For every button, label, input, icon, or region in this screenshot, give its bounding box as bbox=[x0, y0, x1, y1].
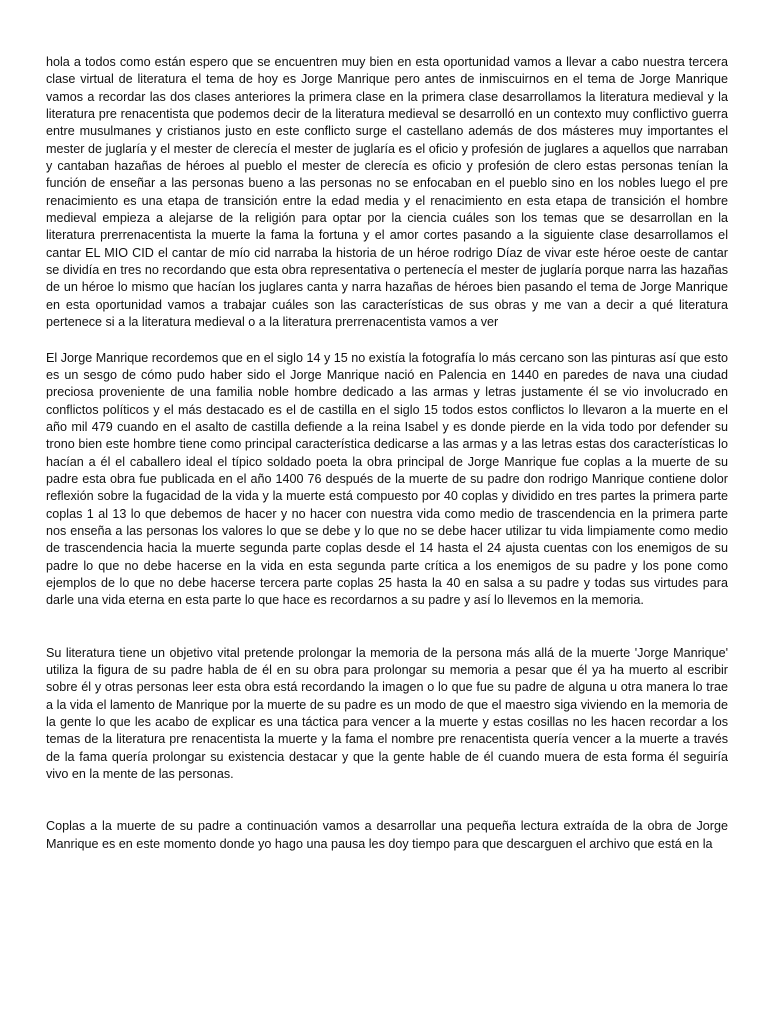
paragraph-intro: hola a todos como están espero que se encuentren muy bien en esta oportunidad vamos a llevar a cabo nuestra tercera clase virtual de literatura el tema de hoy es Jorge Manrique pero antes de inmiscuirnos en el tema de Jorge Manrique vamos a recordar las dos clases anteriores la primera clase en la primera clase desarrollamos la literatura medieval y la literatura pre renacentista que podemos decir de la literatura medieval se desarrolló en un contexto muy conflictivo guerra entre musulmanes y cristianos justo en este conflicto surge el castellano además de dos másteres muy importantes el mester de juglaría y el mester de clerecía el mester de juglaría es el oficio y profesión de juglares a aquellos que narraban y cantaban hazañas de héroes al pueblo el mester de clerecía es oficio y profesión de clero estas personas tenían la función de enseñar a las personas bueno a las personas no se enfocaban en el pueblo sino en los nobles luego el pre renacimiento es una etapa de transición entre la edad media y el renacimiento en esta etapa de transición el hombre medieval empieza a alejarse de la religión para optar por la ciencia cuáles son los temas que se desarrollan en la literatura prerrenacentista la muerte la fama la fortuna y el amor cortes pasando a la siguiente clase desarrollamos el cantar EL MIO CID el cantar de mío cid narraba la historia de un héroe rodrigo Díaz de vivar este héroe oeste de cantar se dividía en tres no recordando que esta obra representativa o pertenecía el mester de juglaría porque narra las hazañas de un héroe lo mismo que hacían los juglares canta y narra hazañas de héroes bien pasando el tema de Jorge Manrique en esta oportunidad vamos a trabajar cuáles son las características de sus obras y me van a decir a qué literatura pertenece si a la literatura medieval o a la literatura prerrenacentista vamos a ver bbox=[46, 55, 728, 330]
paragraph-gap bbox=[46, 783, 728, 818]
paragraph-gap bbox=[46, 610, 728, 645]
paragraph-gap bbox=[46, 332, 728, 350]
paragraph-objective: Su literatura tiene un objetivo vital pretende prolongar la memoria de la persona más allá de la muerte 'Jorge Manrique' utiliza la figura de su padre habla de él en su obra para prolongar su memoria a pesar que él ya ha muerto al escribir sobre él y otras personas leer esta obra está recordando la imagen o lo que fue su padre de alguna u otra manera lo trae a la vida el lamento de Manrique por la muerte de su padre es un modo de que el maestro siga viviendo en la memoria de la gente lo que les acabo de explicar es una táctica para vencer a la muerte y estas cosillas no les hacen recordar a los temas de la literatura pre renacentista la muerte y la fama el nombre pre renacentista quería vencer a la muerte a través de la fama quería prolongar su existencia destacar y que la gente hable de él cuando muera de esta forma él seguiría vivo en la mente de las personas. bbox=[46, 645, 728, 782]
document-page bbox=[46, 54, 728, 853]
paragraph-biography: El Jorge Manrique recordemos que en el siglo 14 y 15 no existía la fotografía lo más cercano son las pinturas así que esto es un sesgo de cómo pudo haber sido el Jorge Manrique nació en Palencia en 1440 en paredes de nava una ciudad preciosa proveniente de una familia noble hombre dedicado a las armas y letras justamente él se vio involucrado en conflictos políticos y el más destacado es el de castilla en el siglo 15 todos estos conflictos lo llevaron a la muerte en el año mil 479 cuando en el asalto de castilla defiende a la reina Isabel y es donde pierde en la vida todo por defender su trono bien este hombre tiene como principal característica dedicarse a las armas y a las letras estas dos características lo hacían a él el caballero ideal el típico soldado poeta la obra principal de Jorge Manrique fue coplas a la muerte de su padre esta obra fue publicada en el año 1400 76 después de la muerte de su padre don rodrigo Manrique contiene dolor reflexión sobre la fugacidad de la vida y la muerte está compuesto por 40 coplas y dividido en tres partes la primera parte coplas 1 al 13 lo que debemos de hacer y no hacer con nuestra vida como medio de trascendencia en la primera parte nos enseña a las personas los valores lo que se debe y lo que no se debe hacer utilizar tu vida limpiamente como medio de trascendencia hacia la muerte segunda parte coplas desde el 14 hasta el 24 ajusta cuentas con los enemigos de su padre lo que no debe hacerse en la vida en esta segunda parte crítica a los enemigos de su padre y los pone como ejemplos de lo que no debe hacerse tercera parte coplas 25 hasta la 40 en salsa a su padre y todas sus virtudes para darle una vida eterna en esta parte lo que hace es recordarnos a su padre y así lo llevemos en la memoria. bbox=[46, 350, 728, 608]
paragraph-coplas: Coplas a la muerte de su padre a continuación vamos a desarrollar una pequeña lectura extraída de la obra de Jorge Manrique es en este momento donde yo hago una pausa les doy tiempo para que descarguen el archivo que está en la bbox=[46, 819, 728, 851]
